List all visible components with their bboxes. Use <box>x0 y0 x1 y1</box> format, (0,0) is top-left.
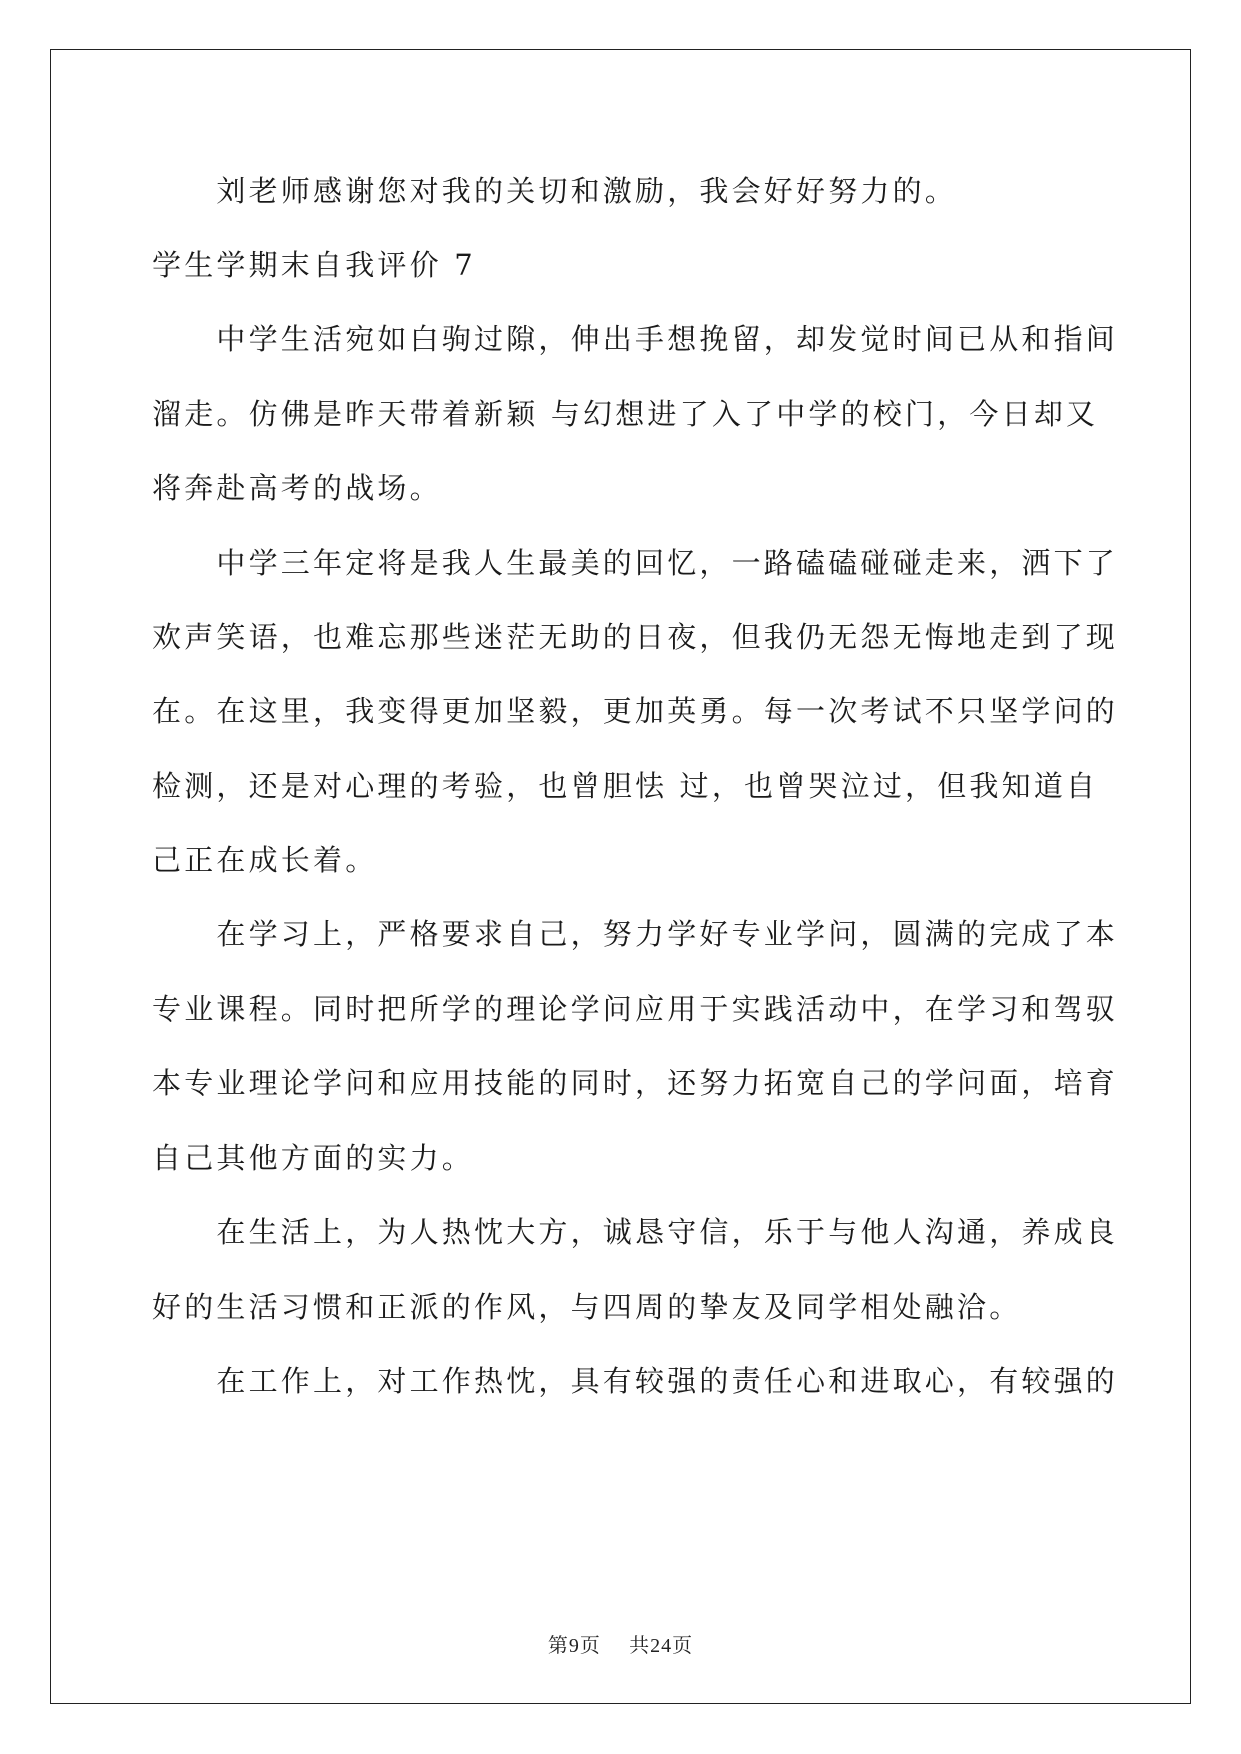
total-pages: 24 <box>650 1635 673 1657</box>
section-heading: 学生学期末自我评价 7 <box>152 248 476 282</box>
paragraph-line: 在工作上，对工作热忱，具有较强的责任心和进取心，有较强的 <box>152 1364 1119 1398</box>
paragraph-line: 专业课程。同时把所学的理论学问应用于实践活动中，在学习和驾驭 <box>152 992 1119 1026</box>
footer-prefix: 第 <box>547 1633 569 1657</box>
paragraph-line: 己正在成长着。 <box>152 843 378 877</box>
footer-page-suffix: 页 <box>579 1633 601 1657</box>
paragraph-line: 在生活上，为人热忱大方，诚恳守信，乐于与他人沟通，养成良 <box>152 1215 1119 1249</box>
paragraph-line: 在。在这里，我变得更加坚毅，更加英勇。每一次考试不只坚学问的 <box>152 694 1119 728</box>
footer-total-prefix: 共 <box>629 1633 651 1657</box>
paragraph-line: 好的生活习惯和正派的作风，与四周的挚友及同学相处融洽。 <box>152 1290 1022 1324</box>
paragraph-line: 自己其他方面的实力。 <box>152 1141 475 1175</box>
paragraph-line: 欢声笑语，也难忘那些迷茫无助的日夜，但我仍无怨无悔地走到了现 <box>152 620 1119 654</box>
paragraph-line: 中学生活宛如白驹过隙，伸出手想挽留，却发觉时间已从和指间 <box>152 322 1119 356</box>
paragraph-line: 刘老师感谢您对我的关切和激励，我会好好努力的。 <box>152 174 958 208</box>
paragraph-line: 中学三年定将是我人生最美的回忆，一路磕磕碰碰走来，洒下了 <box>152 546 1119 580</box>
paragraph-line: 将奔赴高考的战场。 <box>152 471 442 505</box>
paragraph-line: 溜走。仿佛是昨天带着新颖 与幻想进了入了中学的校门，今日却又 <box>152 397 1099 431</box>
page-footer <box>0 1629 1241 1658</box>
footer-total-suffix: 页 <box>672 1633 694 1657</box>
paragraph-line: 在学习上，严格要求自己，努力学好专业学问，圆满的完成了本 <box>152 917 1119 951</box>
paragraph-line: 本专业理论学问和应用技能的同时，还努力拓宽自己的学问面，培育 <box>152 1066 1119 1100</box>
paragraph-line: 检测，还是对心理的考验，也曾胆怯 过，也曾哭泣过，但我知道自 <box>152 769 1099 803</box>
page-number: 9 <box>568 1635 580 1657</box>
